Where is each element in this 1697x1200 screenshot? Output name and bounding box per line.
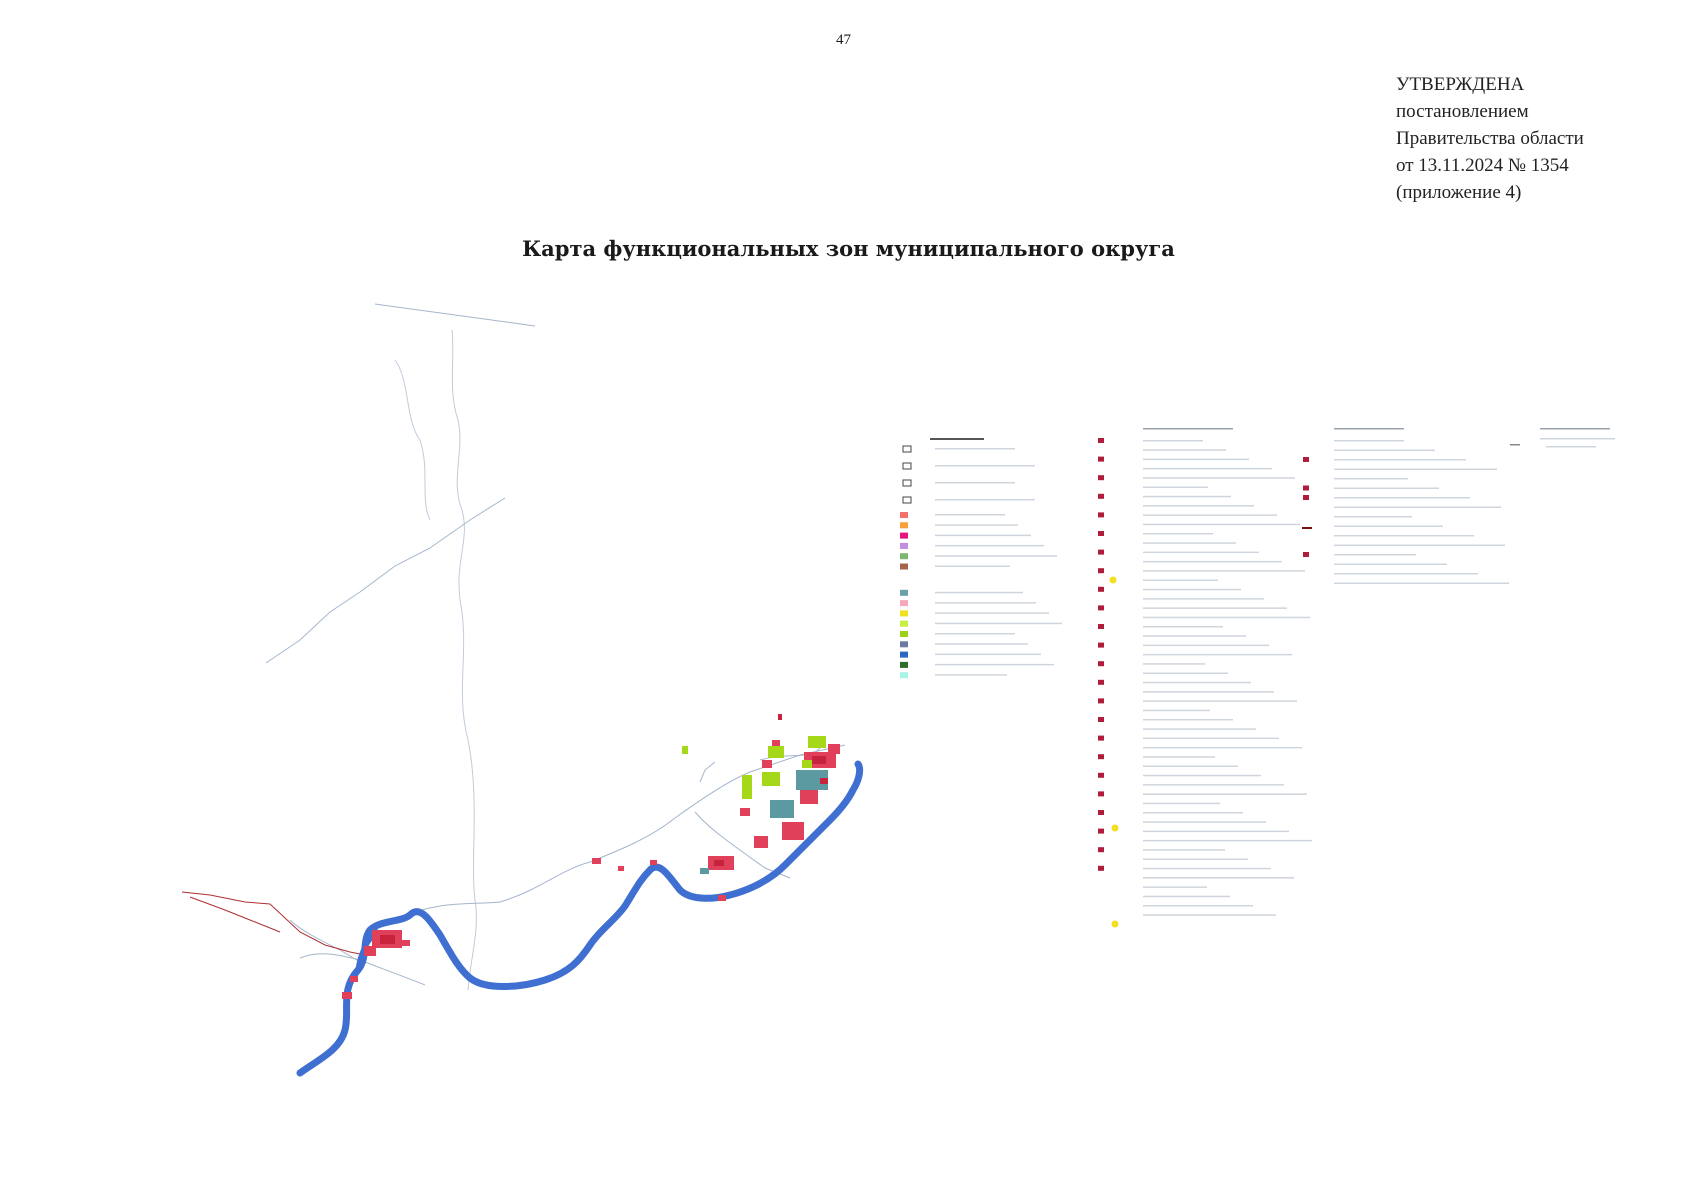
legend-zone-swatch <box>900 652 908 658</box>
page-number: 47 <box>836 32 851 48</box>
zone-agricultural <box>682 746 688 754</box>
legend-boundary-symbol <box>903 446 911 452</box>
legend-text-line <box>935 448 1015 450</box>
legend-text-line <box>1143 700 1297 702</box>
zone-residential <box>592 858 601 864</box>
legend-text-line <box>1143 496 1231 498</box>
legend-marker <box>1098 550 1104 555</box>
legend-text-line <box>1143 542 1236 544</box>
zone-industrial <box>770 800 794 818</box>
legend-zone-swatch <box>900 672 908 678</box>
legend-text-line <box>1143 691 1274 693</box>
legend-text-line <box>1334 469 1497 471</box>
legend-text-line <box>1143 793 1307 795</box>
legend-marker <box>1098 661 1104 666</box>
legend-zone-swatch <box>900 610 908 616</box>
legend-text-line <box>1143 654 1292 656</box>
legend-text-line <box>1143 719 1233 721</box>
zone-agricultural <box>802 760 812 768</box>
legend-text-line <box>1143 514 1277 516</box>
legend-text-line <box>935 465 1035 467</box>
legend-text-line <box>1334 545 1505 547</box>
legend-text-line <box>1143 812 1243 814</box>
zone-residential <box>350 976 358 982</box>
settlement-west <box>342 930 410 999</box>
legend-text-line <box>935 499 1035 501</box>
zone-residential <box>820 778 828 784</box>
legend-text-line <box>935 602 1036 604</box>
zone-residential <box>828 744 840 754</box>
zone-residential <box>364 946 376 956</box>
boundary-line <box>266 498 505 663</box>
legend-text-line <box>1334 535 1474 537</box>
legend-marker <box>1098 717 1104 722</box>
legend-text-line <box>1143 440 1203 442</box>
legend-text-line <box>1143 728 1256 730</box>
approval-line: (приложение 4) <box>1396 182 1522 203</box>
legend-marker <box>1098 698 1104 703</box>
zone-agricultural <box>808 736 826 748</box>
legend-text-line <box>1143 580 1218 582</box>
boundary-line <box>400 745 845 918</box>
legend-marker <box>1098 810 1104 815</box>
legend-text-line <box>935 664 1054 666</box>
legend-zone-swatch <box>900 512 908 518</box>
legend-text-line <box>1143 784 1284 786</box>
legend-text-line <box>1143 747 1302 749</box>
legend-boundary-symbol <box>903 463 911 469</box>
legend-text-line <box>1143 673 1228 675</box>
legend-zone-swatch <box>900 564 908 570</box>
legend-marker <box>1098 512 1104 517</box>
legend-marker <box>1098 457 1104 462</box>
legend-zone-swatch <box>900 533 908 539</box>
legend-marker <box>1098 847 1104 852</box>
legend-text-line <box>935 654 1041 656</box>
legend-text-line <box>1143 877 1294 879</box>
legend-text-line <box>935 674 1007 676</box>
legend-marker <box>1303 486 1309 491</box>
legend-text-line <box>1143 459 1249 461</box>
legend-text-line <box>1334 573 1478 575</box>
legend-text-line <box>1143 626 1223 628</box>
legend-text-line <box>1143 905 1253 907</box>
legend-zone-swatch <box>900 600 908 606</box>
legend-marker <box>1303 495 1309 500</box>
boundary-line <box>700 762 715 782</box>
legend-text-line <box>1334 554 1416 556</box>
legend-text-line <box>1143 570 1305 572</box>
admin-boundary <box>190 897 280 932</box>
legend-text-line <box>1143 775 1261 777</box>
approval-line: УТВЕРЖДЕНА <box>1396 74 1525 95</box>
legend-text-line <box>1143 533 1213 535</box>
legend-text-line <box>1143 756 1215 758</box>
legend-heading <box>1334 428 1404 430</box>
legend-text-line <box>1143 821 1266 823</box>
legend-text-line <box>1334 497 1470 499</box>
zone-residential <box>402 940 410 946</box>
legend-text-line <box>1143 914 1276 916</box>
legend-heading <box>1540 428 1610 430</box>
legend-zone-swatch <box>900 543 908 549</box>
legend-boundary-symbol <box>903 480 911 486</box>
legend-text-line <box>1143 738 1279 740</box>
legend-text-line <box>935 633 1015 635</box>
legend-zone-swatch <box>900 553 908 559</box>
zone-residential <box>762 760 772 768</box>
legend-text-line <box>1143 868 1271 870</box>
boundary-line <box>395 360 430 520</box>
zone-residential <box>714 860 724 866</box>
legend-text-line <box>1334 478 1408 480</box>
boundary-line <box>375 304 535 326</box>
legend-text-line <box>1143 552 1259 554</box>
zone-residential <box>740 808 750 816</box>
zone-residential <box>800 790 818 804</box>
legend-text-line <box>1143 840 1312 842</box>
legend-text-line <box>1334 459 1466 461</box>
zone-residential <box>812 756 826 764</box>
approval-line: от 13.11.2024 № 1354 <box>1396 155 1569 176</box>
legend-text-line <box>1334 507 1501 509</box>
legend-text-line <box>1143 468 1272 470</box>
admin-boundary <box>182 892 365 955</box>
legend-marker <box>1098 494 1104 499</box>
legend-text-line <box>1334 450 1435 452</box>
zone-agricultural <box>768 746 784 758</box>
legend-zone-swatch <box>900 621 908 627</box>
legend-text-line <box>1334 564 1447 566</box>
legend-point-marker <box>1110 577 1117 584</box>
legend-marker <box>1098 624 1104 629</box>
legend-marker <box>1303 552 1309 557</box>
zone-residential <box>718 895 726 901</box>
zone-residential <box>754 836 768 848</box>
boundary-line <box>452 330 476 990</box>
legend-point-marker <box>1112 921 1119 928</box>
zone-agricultural <box>762 772 780 786</box>
legend-text-line <box>1546 446 1596 448</box>
legend-marker <box>1098 680 1104 685</box>
legend-text-line <box>1143 477 1295 479</box>
legend-text-line <box>1143 598 1264 600</box>
legend-text-line <box>1143 849 1225 851</box>
legend-text-line <box>1143 607 1287 609</box>
zone-residential <box>342 992 352 999</box>
legend-marker <box>1098 531 1104 536</box>
legend-heading <box>1143 428 1233 430</box>
legend-text-line <box>1143 617 1310 619</box>
legend-marker <box>1098 568 1104 573</box>
legend-zone-swatch <box>900 631 908 637</box>
legend-text-line <box>1143 487 1208 489</box>
legend-zone-swatch <box>900 641 908 647</box>
zone-industrial <box>700 868 709 874</box>
legend-objects-federal <box>1510 428 1615 448</box>
legend-road-symbol <box>1302 527 1312 529</box>
legend-text-line <box>1334 440 1404 442</box>
legend-text-line <box>1143 561 1282 563</box>
legend-text-line <box>935 566 1010 568</box>
legend-marker <box>1098 587 1104 592</box>
legend-text-line <box>935 555 1057 557</box>
legend-text-line <box>1143 896 1230 898</box>
legend-text-line <box>935 524 1018 526</box>
legend-text-line <box>935 482 1015 484</box>
legend-zone-swatch <box>900 662 908 668</box>
legend-text-line <box>1143 803 1220 805</box>
legend-marker <box>1303 457 1309 462</box>
map-title: Карта функциональных зон муниципального округа <box>522 236 1175 261</box>
legend-zone-swatch <box>900 590 908 596</box>
legend-marker <box>1098 438 1104 443</box>
zone-residential <box>782 822 804 840</box>
legend-marker <box>1098 754 1104 759</box>
legend-heading <box>930 438 984 440</box>
legend-text-line <box>1143 682 1251 684</box>
legend-point-marker <box>1112 825 1119 832</box>
legend-marker <box>1098 605 1104 610</box>
legend-marker <box>1098 791 1104 796</box>
legend-text-line <box>935 643 1028 645</box>
legend-marker <box>1098 643 1104 648</box>
zone-agricultural <box>742 775 752 799</box>
legend-text-line <box>1143 663 1205 665</box>
legend-marker <box>1098 736 1104 741</box>
legend-text-line <box>1143 886 1207 888</box>
legend-text-line <box>1143 831 1289 833</box>
legend-text-line <box>1540 438 1615 440</box>
legend-text-line <box>1143 524 1300 526</box>
legend-marker <box>1098 866 1104 871</box>
legend-text-line <box>935 545 1044 547</box>
legend-text-line <box>1143 505 1254 507</box>
legend-zones <box>900 438 1062 678</box>
settlement-east <box>682 714 840 848</box>
zone-residential <box>380 935 395 944</box>
approval-line: Правительства области <box>1396 128 1584 149</box>
settlement-central <box>592 856 734 901</box>
legend-zone-swatch <box>900 522 908 528</box>
boundary-line <box>290 920 360 962</box>
legend-text-line <box>1334 526 1443 528</box>
legend-objects-regional <box>1098 428 1312 928</box>
zone-residential <box>618 866 624 871</box>
legend-text-line <box>1143 449 1226 451</box>
legend-text-line <box>935 535 1031 537</box>
legend-text-line <box>1143 766 1238 768</box>
legend-text-line <box>1143 635 1246 637</box>
legend-marker <box>1098 829 1104 834</box>
legend-text-line <box>935 514 1005 516</box>
legend-marker <box>1098 773 1104 778</box>
zone-residential <box>650 860 657 865</box>
legend-text-line <box>935 612 1049 614</box>
legend-text-line <box>935 623 1062 625</box>
legend-text-line <box>1143 645 1269 647</box>
legend-text-line <box>1334 583 1509 585</box>
map-zones <box>342 714 840 999</box>
legend-line-symbol <box>1510 444 1520 446</box>
zone-residential <box>778 714 782 720</box>
legend-objects-local <box>1302 428 1509 584</box>
legend-text-line <box>1334 516 1412 518</box>
legend-marker <box>1098 475 1104 480</box>
legend-text-line <box>1334 488 1439 490</box>
legend-text-line <box>1143 589 1241 591</box>
legend-text-line <box>1143 859 1248 861</box>
legend-text-line <box>1143 710 1210 712</box>
approval-line: постановлением <box>1396 101 1529 122</box>
legend-boundary-symbol <box>903 497 911 503</box>
legend-text-line <box>935 592 1023 594</box>
